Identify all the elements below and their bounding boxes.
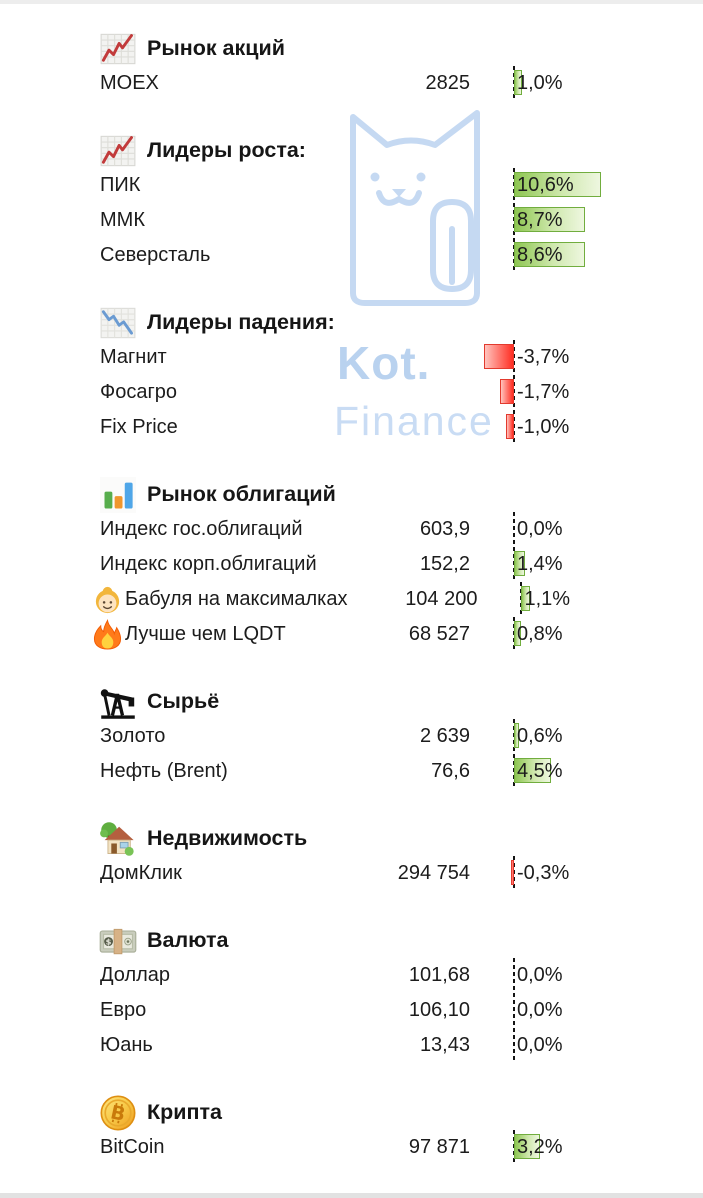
section-title: Лидеры роста: bbox=[147, 138, 306, 162]
instrument-label: Лучше чем LQDT bbox=[125, 623, 286, 645]
instrument-label-cell bbox=[0, 346, 340, 369]
instrument-value: 101,68 bbox=[408, 964, 470, 986]
change-percent: 8,7% bbox=[517, 209, 563, 231]
table-row bbox=[0, 512, 703, 547]
instrument-label: Юань bbox=[100, 1034, 153, 1056]
change-percent: -1,7% bbox=[517, 381, 570, 403]
instrument-label: Магнит bbox=[100, 346, 167, 368]
instrument-label: Евро bbox=[100, 999, 147, 1021]
change-cell bbox=[470, 1028, 703, 1063]
instrument-value: 106,10 bbox=[408, 999, 470, 1021]
table-row bbox=[0, 340, 703, 375]
section-title: Рынок акций bbox=[147, 36, 285, 60]
change-percent: 0,0% bbox=[517, 999, 563, 1021]
table-row bbox=[0, 754, 703, 789]
instrument-label-cell bbox=[0, 760, 340, 783]
instrument-label: BitCoin bbox=[100, 1136, 165, 1158]
section-header-decline-leaders bbox=[0, 305, 703, 340]
zero-axis bbox=[513, 1028, 515, 1063]
table-row bbox=[0, 66, 703, 101]
change-percent: 3,2% bbox=[517, 1136, 563, 1158]
instrument-label-cell bbox=[0, 553, 340, 576]
instrument-label-cell bbox=[0, 518, 340, 541]
instrument-label: Золото bbox=[100, 725, 166, 747]
chart-decreasing-icon bbox=[98, 305, 138, 341]
zero-axis bbox=[513, 993, 515, 1028]
instrument-value: 2825 bbox=[425, 72, 470, 94]
change-percent: 1,4% bbox=[517, 553, 563, 575]
watermark-brand-top: Kot. bbox=[337, 337, 431, 389]
instrument-label: Фосагро bbox=[100, 381, 177, 403]
change-cell bbox=[470, 993, 703, 1028]
instrument-label: Fix Price bbox=[100, 416, 178, 438]
change-percent: 10,6% bbox=[517, 174, 574, 196]
table-row bbox=[0, 203, 703, 238]
table-row bbox=[0, 617, 703, 652]
change-percent: 4,5% bbox=[517, 760, 563, 782]
negative-change-bar bbox=[506, 414, 514, 439]
oil-pump-icon bbox=[98, 684, 138, 720]
change-cell bbox=[470, 203, 703, 238]
table-row bbox=[0, 856, 703, 891]
change-percent: 8,6% bbox=[517, 244, 563, 266]
instrument-label: Индекс корп.облигаций bbox=[100, 553, 317, 575]
negative-change-bar bbox=[511, 860, 514, 885]
change-percent: 0,0% bbox=[517, 964, 563, 986]
house-icon bbox=[98, 821, 138, 857]
money-icon bbox=[98, 924, 138, 958]
table-row bbox=[0, 238, 703, 273]
section-title: Лидеры падения: bbox=[147, 310, 335, 334]
instrument-label-cell bbox=[0, 1034, 340, 1057]
negative-change-bar bbox=[484, 344, 514, 369]
table-row bbox=[0, 719, 703, 754]
section-title: Недвижимость bbox=[147, 826, 308, 850]
change-cell bbox=[470, 375, 703, 410]
change-percent: 0,8% bbox=[517, 623, 563, 645]
table-row bbox=[0, 993, 703, 1028]
instrument-label-cell bbox=[0, 999, 340, 1022]
change-cell bbox=[470, 856, 703, 891]
change-percent: -0,3% bbox=[517, 862, 570, 884]
table-row bbox=[0, 375, 703, 410]
section-currency bbox=[0, 923, 703, 1063]
instrument-value: 97 871 bbox=[408, 1136, 470, 1158]
change-cell bbox=[470, 410, 703, 445]
screenshot-top-edge bbox=[0, 0, 703, 4]
section-header-real-estate bbox=[0, 821, 703, 856]
table-row bbox=[0, 547, 703, 582]
chart-increasing-icon bbox=[98, 133, 138, 169]
change-percent: 0,6% bbox=[517, 725, 563, 747]
instrument-label-cell bbox=[0, 862, 340, 885]
instrument-value: 152,2 bbox=[419, 553, 470, 575]
instrument-label-cell bbox=[0, 209, 340, 232]
instrument-label-cell bbox=[0, 244, 340, 267]
change-cell bbox=[477, 582, 703, 617]
section-header-stocks bbox=[0, 31, 703, 66]
instrument-label: Доллар bbox=[100, 964, 171, 986]
change-cell bbox=[470, 719, 703, 754]
change-percent: 1,1% bbox=[524, 588, 571, 610]
svg-text:$: $ bbox=[105, 936, 112, 947]
instrument-value: 76,6 bbox=[431, 760, 470, 782]
instrument-label: Нефть (Brent) bbox=[100, 760, 228, 782]
change-cell bbox=[470, 754, 703, 789]
screenshot-bottom-edge bbox=[0, 1193, 703, 1198]
section-header-commodities bbox=[0, 684, 703, 719]
section-commodities bbox=[0, 684, 703, 789]
svg-text:B: B bbox=[108, 1100, 128, 1126]
instrument-label-cell bbox=[0, 1136, 340, 1159]
change-cell bbox=[470, 340, 703, 375]
section-header-currency bbox=[0, 923, 703, 958]
change-percent: 0,0% bbox=[517, 1034, 563, 1056]
bar-chart-icon bbox=[98, 477, 138, 513]
change-cell bbox=[470, 1130, 703, 1165]
instrument-label: ПИК bbox=[100, 174, 141, 196]
change-cell bbox=[470, 512, 703, 547]
section-title: Крипта bbox=[147, 1100, 222, 1124]
section-decline-leaders bbox=[0, 305, 703, 445]
table-row bbox=[0, 1028, 703, 1063]
change-percent: -1,0% bbox=[517, 416, 570, 438]
instrument-label: ММК bbox=[100, 209, 145, 231]
instrument-label-cell bbox=[0, 964, 340, 987]
instrument-label-cell bbox=[0, 725, 340, 748]
zero-axis bbox=[513, 958, 515, 993]
instrument-label: ДомКлик bbox=[100, 862, 182, 884]
table-row bbox=[0, 410, 703, 445]
section-bonds bbox=[0, 477, 703, 652]
instrument-value: 294 754 bbox=[397, 862, 470, 884]
change-cell bbox=[470, 547, 703, 582]
change-percent: 0,0% bbox=[517, 518, 563, 540]
instrument-value: 2 639 bbox=[419, 725, 470, 747]
instrument-value: 68 527 bbox=[408, 623, 470, 645]
bitcoin-icon bbox=[98, 1093, 138, 1133]
section-header-crypto bbox=[0, 1095, 703, 1130]
instrument-value: 13,43 bbox=[419, 1034, 470, 1056]
section-title: Сырьё bbox=[147, 689, 220, 713]
fire-icon bbox=[91, 619, 123, 650]
instrument-label: MOEX bbox=[100, 72, 159, 94]
table-row bbox=[0, 168, 703, 203]
negative-change-bar bbox=[500, 379, 514, 404]
instrument-label-cell bbox=[0, 381, 340, 404]
instrument-value: 603,9 bbox=[419, 518, 470, 540]
section-title: Валюта bbox=[147, 928, 229, 952]
section-title: Рынок облигаций bbox=[147, 482, 336, 506]
section-header-bonds bbox=[0, 477, 703, 512]
instrument-label-cell bbox=[0, 174, 340, 197]
table-row bbox=[0, 1130, 703, 1165]
section-stocks bbox=[0, 31, 703, 101]
change-percent: 1,0% bbox=[517, 72, 563, 94]
change-cell bbox=[470, 617, 703, 652]
table-row bbox=[0, 582, 703, 617]
instrument-label: Бабуля на максималках bbox=[125, 588, 348, 610]
instrument-label: Северсталь bbox=[100, 244, 211, 266]
section-crypto bbox=[0, 1095, 703, 1165]
change-cell bbox=[470, 958, 703, 993]
section-header-growth-leaders bbox=[0, 133, 703, 168]
chart-increasing-icon bbox=[98, 31, 138, 67]
table-row bbox=[0, 958, 703, 993]
change-percent: -3,7% bbox=[517, 346, 570, 368]
change-cell bbox=[470, 168, 703, 203]
section-growth-leaders bbox=[0, 133, 703, 273]
instrument-label-cell bbox=[0, 584, 347, 615]
change-cell bbox=[470, 238, 703, 273]
instrument-label: Индекс гос.облигаций bbox=[100, 518, 303, 540]
section-real-estate bbox=[0, 821, 703, 891]
instrument-label-cell bbox=[0, 619, 340, 650]
instrument-label-cell bbox=[0, 416, 340, 439]
zero-axis bbox=[513, 512, 515, 547]
watermark-brand-bottom: Finance bbox=[334, 398, 494, 444]
instrument-value: 104 200 bbox=[405, 588, 478, 610]
instrument-label-cell bbox=[0, 72, 340, 95]
change-cell bbox=[470, 66, 703, 101]
grandma-icon bbox=[91, 584, 123, 615]
